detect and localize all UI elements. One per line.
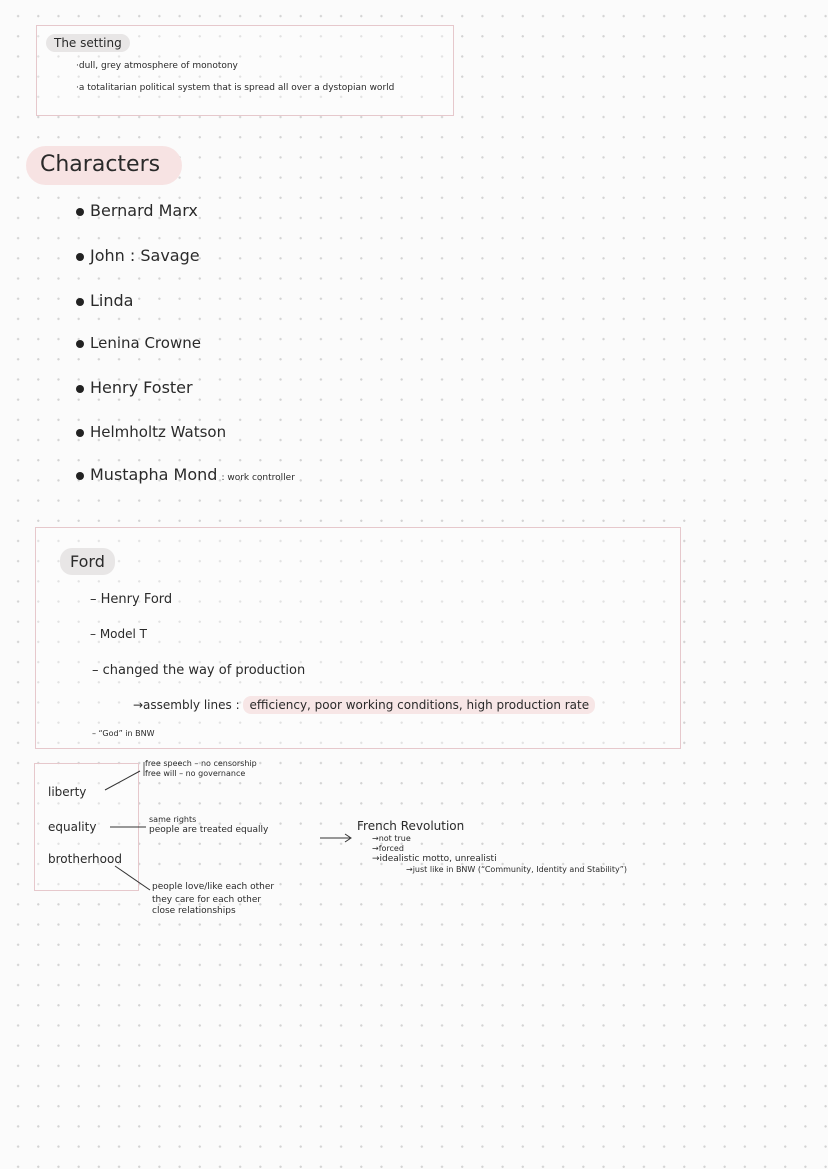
character-item: Henry Foster — [76, 378, 193, 397]
ford-line-2: – Model T — [90, 627, 147, 641]
ford-line-4-highlight: efficiency, poor working conditions, high production rate — [243, 696, 595, 714]
brotherhood-connector — [115, 866, 150, 890]
ford-line-4-prefix: →assembly lines : — [133, 698, 240, 712]
liberty-note-1: free speech – no censorship — [145, 759, 257, 768]
liberty-connector — [105, 771, 140, 790]
motto-equality: equality — [48, 820, 97, 834]
ford-title: Ford — [60, 548, 115, 575]
brotherhood-note-2: they care for each other — [152, 895, 262, 905]
equality-note-2: people are treated equally — [149, 825, 269, 835]
motto-brotherhood: brotherhood — [48, 852, 122, 866]
setting-line-2: ·a totalitarian political system that is spread all over a dystopian world — [76, 83, 395, 93]
brotherhood-note-3: close relationships — [152, 906, 236, 916]
french-line-4: →just like in BNW (“Community, Identity and Stability”) — [406, 865, 628, 874]
setting-title: The setting — [46, 34, 130, 52]
character-item: John : Savage — [76, 246, 200, 265]
characters-title-text: Characters — [40, 152, 161, 177]
character-item: Lenina Crowne — [76, 334, 201, 352]
ford-line-1: – Henry Ford — [90, 592, 173, 607]
french-line-3: →idealistic motto, unrealisti — [372, 854, 497, 864]
character-item: Helmholtz Watson — [76, 423, 226, 441]
equality-note-1: same rights — [149, 815, 197, 824]
character-note: : work controller — [221, 473, 295, 483]
ford-line-3: – changed the way of production — [92, 663, 306, 678]
setting-line-1: ·dull, grey atmosphere of monotony — [76, 61, 238, 71]
character-item: Mustapha Mond : work controller — [76, 465, 295, 484]
brotherhood-note-1: people love/like each other — [152, 882, 275, 892]
motto-liberty: liberty — [48, 785, 87, 799]
french-line-1: →not true — [372, 834, 411, 843]
french-line-2: →forced — [372, 844, 404, 853]
character-item: Linda — [76, 291, 133, 310]
liberty-note-2: free will – no governance — [145, 769, 246, 778]
french-revolution-title: French Revolution — [357, 819, 465, 833]
character-item: Bernard Marx — [76, 201, 198, 220]
ford-line-5: – “God” in BNW — [92, 729, 155, 738]
